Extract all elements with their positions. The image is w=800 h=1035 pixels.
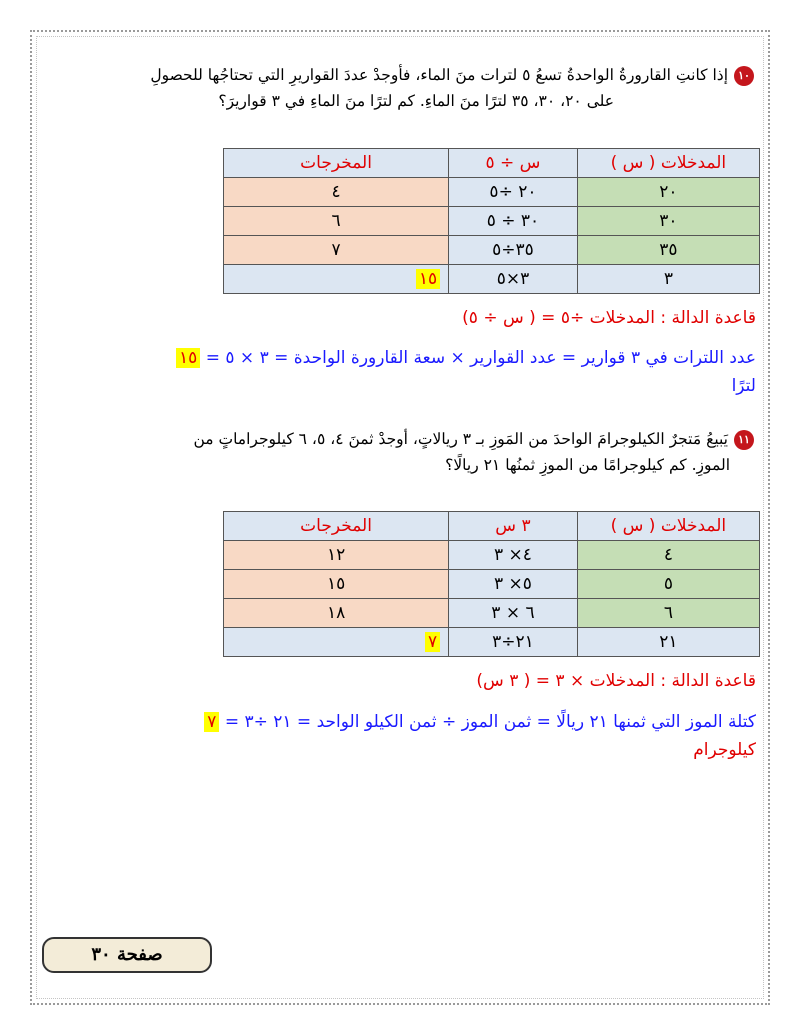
cell-input: ٦ <box>577 599 759 628</box>
table-row-answer <box>224 265 760 294</box>
cell-input: ٢٠ <box>577 178 759 207</box>
answer-11 <box>36 708 756 764</box>
cell-output-answer <box>224 628 449 657</box>
cell-output: ٤ <box>224 178 449 207</box>
header-output: المخرجات <box>224 149 449 178</box>
cell-rule: ٤× ٣ <box>449 541 578 570</box>
cell-output: ٧ <box>224 236 449 265</box>
table-row-answer <box>224 628 760 657</box>
cell-rule: ٣٠ ÷ ٥ <box>449 207 578 236</box>
cell-output: ١٢ <box>224 541 449 570</box>
cell-output: ١٨ <box>224 599 449 628</box>
function-table-1 <box>223 148 760 294</box>
highlighted-answer: ٧ <box>204 712 219 732</box>
cell-rule: ٢٠ ÷٥ <box>449 178 578 207</box>
header-rule: ٣ س <box>449 512 578 541</box>
cell-rule: ٣٥÷٥ <box>449 236 578 265</box>
table-row <box>224 570 760 599</box>
cell-rule: ٢١÷٣ <box>449 628 578 657</box>
table-row <box>224 207 760 236</box>
cell-output-answer <box>224 265 449 294</box>
problem-number-badge: ١٠ <box>734 66 754 86</box>
header-input: المدخلات ( س ) <box>577 149 759 178</box>
highlighted-answer: ١٥ <box>176 348 200 368</box>
cell-input: ٣٥ <box>577 236 759 265</box>
answer-10-text: عدد اللترات في ٣ قوارير = عدد القوارير × سعة القارورة الواحدة = ٣ × ٥ = <box>205 348 756 368</box>
cell-rule: ٥× ٣ <box>449 570 578 599</box>
table-row <box>224 236 760 265</box>
problem-11 <box>34 426 754 478</box>
header-rule: س ÷ ٥ <box>449 149 578 178</box>
function-rule-1: قاعدة الدالة : المدخلات ÷٥ = ( س ÷ ٥) <box>462 308 756 328</box>
table-header-row <box>224 149 760 178</box>
table-header-row <box>224 512 760 541</box>
header-input: المدخلات ( س ) <box>577 512 759 541</box>
page-number-badge: صفحة ٣٠ <box>42 937 212 973</box>
cell-output: ١٥ <box>224 570 449 599</box>
table-row <box>224 541 760 570</box>
cell-input: ٥ <box>577 570 759 599</box>
problem-number-badge: ١١ <box>734 430 754 450</box>
function-table-2 <box>223 511 760 657</box>
highlighted-answer: ٧ <box>425 632 440 652</box>
answer-10-unit: لترًا <box>731 376 756 396</box>
cell-input: ٣ <box>577 265 759 294</box>
problem-10-text1: إذا كانتِ القارورةُ الواحدةُ تسعُ ٥ لترات منَ الماء، فأوجدْ عددَ القواريرِ التي تحتاجُها للحصولِ <box>150 66 728 84</box>
answer-10 <box>36 344 756 400</box>
table-row <box>224 178 760 207</box>
problem-11-line2: الموزِ. كم كيلوجرامًا من الموزِ ثمنُها ٢١ ريالًا؟ <box>445 456 730 474</box>
cell-input: ٢١ <box>577 628 759 657</box>
problem-10-line1 <box>34 62 754 88</box>
function-rule-2: قاعدة الدالة : المدخلات × ٣ = ( ٣ س) <box>476 671 756 691</box>
header-output: المخرجات <box>224 512 449 541</box>
cell-input: ٣٠ <box>577 207 759 236</box>
cell-rule: ٦ × ٣ <box>449 599 578 628</box>
problem-11-text1: يَبيعُ مَتجرٌ الكيلوجرامَ الواحدَ من المَوزِ بـ ٣ ريالاتٍ، أوجدْ ثمنَ ٤، ٥، ٦ كيلوجراماتٍ من <box>193 430 728 448</box>
problem-10-line2: على ٢٠، ٣٠، ٣٥ لترًا منَ الماءِ. كم لترًا منَ الماءِ في ٣ قواريرَ؟ <box>218 92 614 110</box>
answer-11-unit: كيلوجرام <box>693 740 756 760</box>
cell-rule: ٣×٥ <box>449 265 578 294</box>
cell-output: ٦ <box>224 207 449 236</box>
table-row <box>224 599 760 628</box>
cell-input: ٤ <box>577 541 759 570</box>
problem-11-line1 <box>34 426 754 452</box>
highlighted-answer: ١٥ <box>416 269 440 289</box>
problem-10 <box>34 62 754 114</box>
answer-11-text: كتلة الموز التي ثمنها ٢١ ريالًا = ثمن الموز ÷ ثمن الكيلو الواحد = ٢١ ÷٣ = <box>224 712 756 732</box>
